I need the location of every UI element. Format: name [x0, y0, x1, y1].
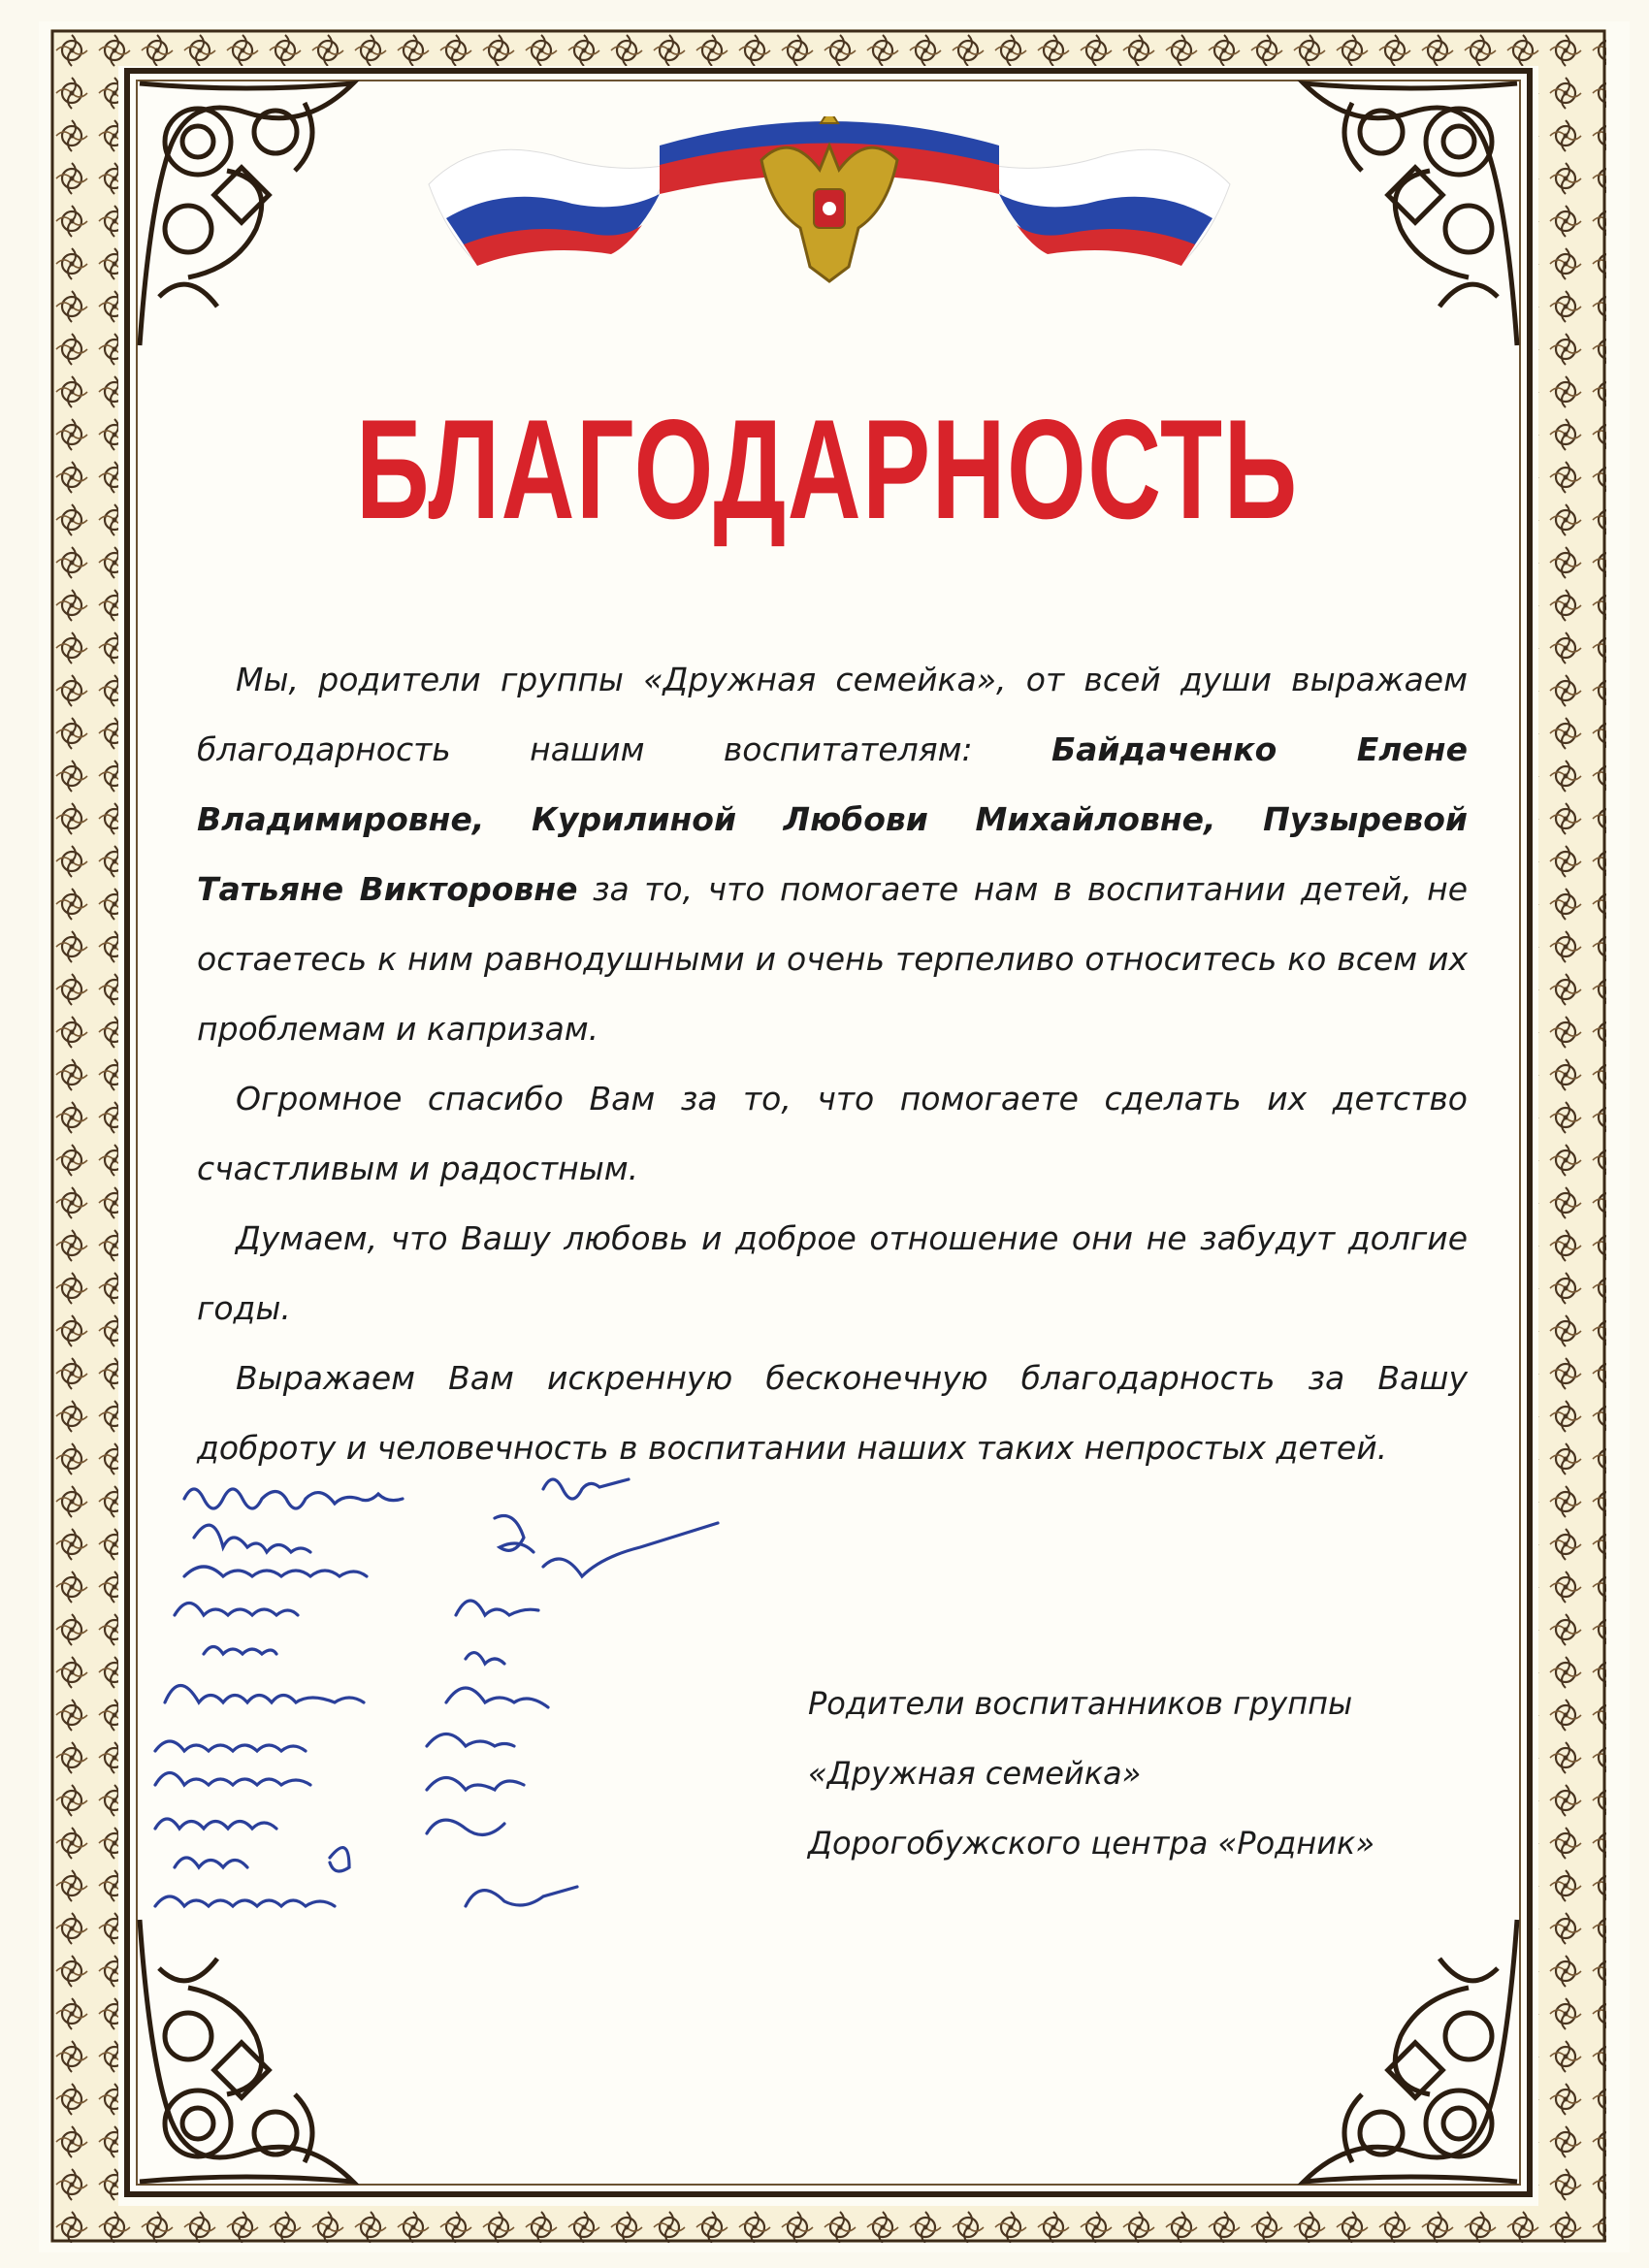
- paragraph-4: Выражаем Вам искренную бесконечную благодарность за Вашу доброту и человечность в воспитании наших таких непростых детей.: [197, 1359, 1468, 1467]
- flag-ribbon-left: [429, 149, 669, 266]
- flag-ribbon-right: [989, 149, 1230, 266]
- paragraph-1-lead: Мы, родители группы «Дружная семейка», от всей души выражаем благодарность нашим воспитателям:: [197, 661, 1468, 768]
- flag-ribbon: [417, 116, 1242, 291]
- corner-ornament-top-right: [1280, 74, 1527, 355]
- document-title: БЛАГОДАРНОСТЬ: [356, 390, 1299, 548]
- paragraph-2: Огромное спасибо Вам за то, что помогаете сделать их детство счастливым и радостным.: [197, 1080, 1468, 1187]
- corner-ornament-bottom-right: [1280, 1906, 1527, 2191]
- sender-block: [808, 1669, 1487, 1878]
- paragraph-3: Думаем, что Вашу любовь и доброе отношение они не забудут долгие годы.: [197, 1219, 1468, 1327]
- paragraph-1-tail: за то, что помогаете нам в воспитании детей, не остаетесь к ним равнодушными и очень терпеливо относитесь ко всем их проблемам и капризам.: [197, 870, 1468, 1048]
- sender-line-3: Дорогобужского центра «Родник»: [808, 1825, 1375, 1862]
- sender-line-2: «Дружная семейка»: [808, 1755, 1142, 1792]
- corner-ornament-top-left: [130, 74, 372, 355]
- sender-line-1: Родители воспитанников группы: [808, 1685, 1353, 1722]
- paragraph-1: [197, 645, 1468, 1064]
- letter-body: [197, 645, 1468, 1483]
- handwritten-signatures: [136, 1460, 795, 1964]
- teacher-names: Байдаченко Елене Владимировне, Курилиной Любови Михайловне, Пузыревой Татьяне Викторовне: [197, 730, 1468, 908]
